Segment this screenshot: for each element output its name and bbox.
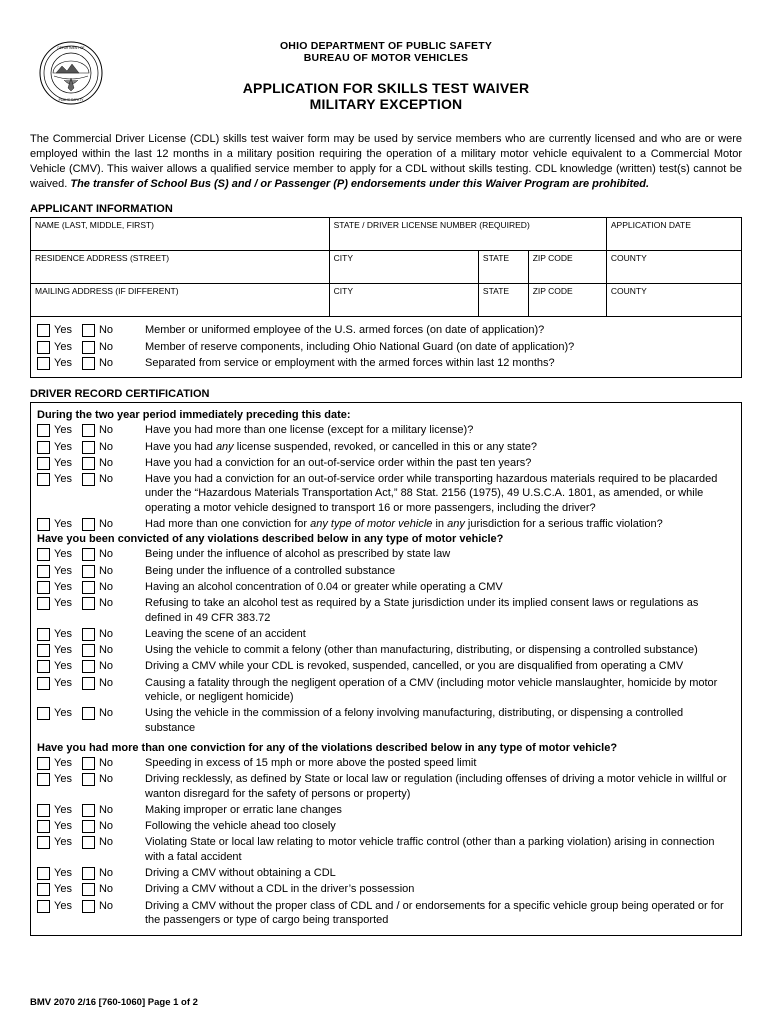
yes-no-group	[37, 580, 145, 594]
yes-checkbox[interactable]	[37, 883, 50, 896]
no-checkbox[interactable]	[82, 804, 95, 817]
yes-no-group	[37, 899, 145, 913]
no-label: No	[98, 324, 114, 337]
question-text: Have you had a conviction for an out-of-service order while transporting hazardous materials required to be placarded under the “Hazardous Materials Transportation Act,” 88 Stat. 2156 (1975), 49 U.S.C.A. 1801, as amended, or while operating a motor vehicle designed to transport 16 or more passengers, including the driver?	[145, 473, 718, 514]
form-title-line2: MILITARY EXCEPTION	[309, 96, 463, 112]
yes-no-group	[37, 356, 145, 370]
yes-label: Yes	[54, 548, 72, 561]
no-label: No	[98, 676, 114, 689]
agency-name: OHIO DEPARTMENT OF PUBLIC SAFETY	[279, 40, 493, 52]
field-label: CITY	[333, 253, 353, 264]
yes-no-group	[37, 706, 145, 720]
question-text-part: jurisdiction for a serious traffic violation?	[464, 518, 663, 531]
record-question-row	[37, 803, 735, 817]
no-label: No	[98, 548, 114, 561]
yes-checkbox[interactable]	[37, 341, 50, 354]
yes-no-group	[37, 676, 145, 690]
driver-record-certification-heading: DRIVER RECORD CERTIFICATION	[30, 388, 210, 401]
no-label: No	[98, 440, 114, 453]
field-label: ZIP CODE	[532, 286, 573, 297]
field-label: COUNTY	[610, 286, 647, 297]
no-checkbox[interactable]	[82, 457, 95, 470]
yes-checkbox[interactable]	[37, 457, 50, 470]
field-label: ZIP CODE	[532, 253, 573, 264]
yes-label: Yes	[54, 756, 72, 769]
yes-label: Yes	[54, 473, 72, 486]
yes-label: Yes	[54, 866, 72, 879]
no-checkbox[interactable]	[82, 473, 95, 486]
yes-label: Yes	[54, 644, 72, 657]
record-question-row	[37, 819, 735, 833]
yes-no-group	[37, 643, 145, 657]
record-question-row	[37, 423, 735, 437]
record-question-row	[37, 835, 735, 864]
yes-label: Yes	[54, 836, 72, 849]
yes-checkbox[interactable]	[37, 518, 50, 531]
field-county[interactable]	[606, 251, 741, 284]
document-header	[30, 34, 742, 116]
question-text: Leaving the scene of an accident	[145, 627, 306, 640]
svg-text:DEPARTMENT OF: DEPARTMENT OF	[57, 46, 85, 50]
no-label: No	[98, 866, 114, 879]
yes-no-group	[37, 772, 145, 786]
yes-checkbox[interactable]	[37, 473, 50, 486]
eligibility-questions-block	[30, 317, 742, 378]
no-label: No	[98, 456, 114, 469]
yes-label: Yes	[54, 340, 72, 353]
field-label: NAME (LAST, MIDDLE, FIRST)	[35, 220, 155, 231]
no-label: No	[98, 627, 114, 640]
yes-checkbox[interactable]	[37, 324, 50, 337]
driver-record-certification-block	[30, 402, 742, 936]
yes-checkbox[interactable]	[37, 773, 50, 786]
intro-emphasis: The transfer of School Bus (S) and / or Passenger (P) endorsements under this Waiver Program are prohibited.	[70, 177, 649, 190]
question-text: Driving a CMV without the proper class of CDL and / or endorsements for a specific vehicle group being operated or for the passengers or type of cargo being transported	[145, 899, 724, 926]
record-question-row	[37, 472, 735, 515]
no-checkbox[interactable]	[82, 324, 95, 337]
yes-checkbox[interactable]	[37, 900, 50, 913]
yes-checkbox[interactable]	[37, 707, 50, 720]
yes-no-group	[37, 472, 145, 486]
field-state[interactable]	[478, 251, 528, 284]
yes-label: Yes	[54, 518, 72, 531]
question-text: Driving a CMV while your CDL is revoked, suspended, cancelled, or you are disqualified from operating a CMV	[145, 660, 684, 673]
yes-no-group	[37, 866, 145, 880]
no-label: No	[98, 660, 114, 673]
subheading-two-year-period: During the two year period immediately preceding this date:	[37, 409, 351, 422]
question-text: Having an alcohol concentration of 0.04 or greater while operating a CMV	[145, 580, 503, 593]
question-text-emphasis: any type of motor vehicle	[310, 518, 433, 531]
yes-no-group	[37, 340, 145, 354]
no-checkbox[interactable]	[82, 357, 95, 370]
yes-label: Yes	[54, 803, 72, 816]
no-label: No	[98, 707, 114, 720]
record-question-row	[37, 643, 735, 657]
record-question-row	[37, 627, 735, 641]
question-text: Driving a CMV without obtaining a CDL	[145, 866, 336, 879]
yes-checkbox[interactable]	[37, 581, 50, 594]
question-text: Have you had a conviction for an out-of-service order within the past ten years?	[145, 456, 532, 469]
yes-label: Yes	[54, 899, 72, 912]
field-label: COUNTY	[610, 253, 647, 264]
yes-checkbox[interactable]	[37, 660, 50, 673]
question-text: Speeding in excess of 15 mph or more above the posted speed limit	[145, 756, 477, 769]
question-text: Being under the influence of alcohol as prescribed by state law	[145, 548, 451, 561]
yes-no-group	[37, 659, 145, 673]
no-checkbox[interactable]	[82, 836, 95, 849]
table-row	[31, 284, 742, 317]
no-checkbox[interactable]	[82, 644, 95, 657]
yes-checkbox[interactable]	[37, 424, 50, 437]
yes-no-group	[37, 440, 145, 454]
applicant-information-table	[30, 217, 742, 317]
record-question-row	[37, 772, 735, 801]
question-text: Refusing to take an alcohol test as required by a State jurisdiction under its implied consent laws or regulations as defined in 49 CFR 383.72	[145, 597, 699, 624]
no-label: No	[98, 564, 114, 577]
yes-no-group	[37, 423, 145, 437]
field-zip[interactable]	[528, 251, 606, 284]
question-text-part: Had more than one conviction for	[145, 518, 311, 531]
record-question-row	[37, 676, 735, 705]
record-question-row	[37, 866, 735, 880]
yes-label: Yes	[54, 820, 72, 833]
record-question-row	[37, 456, 735, 470]
yes-label: Yes	[54, 440, 72, 453]
yes-no-group	[37, 756, 145, 770]
field-license[interactable]	[329, 218, 606, 251]
field-city-2[interactable]	[329, 284, 478, 317]
question-text-part: license suspended, revoked, or cancelled in this or any state?	[233, 440, 537, 453]
eligibility-question-row	[37, 323, 735, 337]
record-question-row	[37, 882, 735, 896]
no-checkbox[interactable]	[82, 581, 95, 594]
no-label: No	[98, 580, 114, 593]
question-text-emphasis: any	[447, 518, 465, 531]
yes-no-group	[37, 323, 145, 337]
question-text	[145, 517, 735, 531]
yes-checkbox[interactable]	[37, 441, 50, 454]
field-zip-2[interactable]	[528, 284, 606, 317]
question-text: Member or uniformed employee of the U.S. armed forces (on date of application)?	[145, 324, 545, 337]
question-text: Being under the influence of a controlled substance	[145, 564, 396, 577]
applicant-information-heading: APPLICANT INFORMATION	[30, 203, 173, 216]
no-checkbox[interactable]	[82, 867, 95, 880]
no-checkbox[interactable]	[82, 900, 95, 913]
yes-label: Yes	[54, 580, 72, 593]
question-text: Driving a CMV without a CDL in the driver’s possession	[145, 883, 415, 896]
question-text: Violating State or local law relating to motor vehicle traffic control (other than a parking violation) arising in connection with a fatal accident	[145, 836, 715, 863]
question-text: Member of reserve components, including Ohio National Guard (on date of application)?	[145, 340, 575, 353]
bureau-name: BUREAU OF MOTOR VEHICLES	[303, 52, 469, 64]
yes-checkbox[interactable]	[37, 677, 50, 690]
no-label: No	[98, 424, 114, 437]
question-text-part: Have you had	[145, 440, 216, 453]
yes-checkbox[interactable]	[37, 628, 50, 641]
yes-label: Yes	[54, 564, 72, 577]
yes-checkbox[interactable]	[37, 357, 50, 370]
field-mailing-address[interactable]	[31, 284, 330, 317]
no-checkbox[interactable]	[82, 883, 95, 896]
field-application-date[interactable]	[606, 218, 741, 251]
record-question-row	[37, 756, 735, 770]
record-question-row	[37, 564, 735, 578]
no-label: No	[98, 597, 114, 610]
svg-text:PUBLIC SAFETY: PUBLIC SAFETY	[58, 98, 84, 102]
field-label: MAILING ADDRESS (IF DIFFERENT)	[35, 286, 179, 297]
yes-no-group	[37, 627, 145, 641]
no-checkbox[interactable]	[82, 757, 95, 770]
no-checkbox[interactable]	[82, 548, 95, 561]
yes-label: Yes	[54, 597, 72, 610]
table-row	[31, 218, 742, 251]
question-text: Using the vehicle in the commission of a felony involving manufacturing, distributing, or dispensing a controlled substance	[145, 707, 684, 734]
form-footer: BMV 2070 2/16 [760-1060] Page 1 of 2	[30, 997, 198, 1008]
no-label: No	[98, 773, 114, 786]
eligibility-question-row	[37, 340, 735, 354]
no-checkbox[interactable]	[82, 518, 95, 531]
field-label: STATE	[482, 286, 510, 297]
no-label: No	[98, 518, 114, 531]
no-label: No	[98, 340, 114, 353]
yes-no-group	[37, 517, 145, 531]
yes-label: Yes	[54, 707, 72, 720]
no-checkbox[interactable]	[82, 424, 95, 437]
no-label: No	[98, 803, 114, 816]
no-label: No	[98, 473, 114, 486]
no-label: No	[98, 356, 114, 369]
no-checkbox[interactable]	[82, 707, 95, 720]
yes-label: Yes	[54, 773, 72, 786]
yes-label: Yes	[54, 660, 72, 673]
yes-checkbox[interactable]	[37, 644, 50, 657]
record-question-row	[37, 580, 735, 594]
record-question-row	[37, 547, 735, 561]
yes-label: Yes	[54, 424, 72, 437]
no-checkbox[interactable]	[82, 677, 95, 690]
field-label: CITY	[333, 286, 353, 297]
yes-no-group	[37, 456, 145, 470]
yes-no-group	[37, 547, 145, 561]
no-checkbox[interactable]	[82, 628, 95, 641]
yes-checkbox[interactable]	[37, 836, 50, 849]
field-label: APPLICATION DATE	[610, 220, 691, 231]
record-question-row	[37, 659, 735, 673]
field-name[interactable]	[31, 218, 330, 251]
no-checkbox[interactable]	[82, 565, 95, 578]
question-text: Causing a fatality through the negligent operation of a CMV (including motor vehicle manslaughter, homicide by motor vehicle, or negligent homicide)	[145, 676, 718, 704]
form-title-line1: APPLICATION FOR SKILLS TEST WAIVER	[242, 80, 530, 96]
question-text: Making improper or erratic lane changes	[145, 803, 342, 816]
yes-label: Yes	[54, 356, 72, 369]
question-text	[145, 440, 735, 454]
no-checkbox[interactable]	[82, 820, 95, 833]
yes-checkbox[interactable]	[37, 867, 50, 880]
intro-paragraph	[30, 132, 742, 191]
no-checkbox[interactable]	[82, 341, 95, 354]
yes-label: Yes	[54, 324, 72, 337]
record-question-row	[37, 706, 735, 735]
yes-checkbox[interactable]	[37, 804, 50, 817]
yes-checkbox[interactable]	[37, 757, 50, 770]
field-label: RESIDENCE ADDRESS (STREET)	[35, 253, 170, 264]
yes-no-group	[37, 882, 145, 896]
question-text: Have you had more than one license (except for a military license)?	[145, 424, 474, 437]
yes-no-group	[37, 803, 145, 817]
record-question-row	[37, 440, 735, 454]
yes-no-group	[37, 835, 145, 849]
yes-label: Yes	[54, 883, 72, 896]
field-state-2[interactable]	[478, 284, 528, 317]
yes-label: Yes	[54, 627, 72, 640]
yes-checkbox[interactable]	[37, 548, 50, 561]
no-label: No	[98, 644, 114, 657]
question-text: Following the vehicle ahead too closely	[145, 820, 336, 833]
field-label: STATE / DRIVER LICENSE NUMBER (REQUIRED)	[333, 220, 530, 231]
question-text: Separated from service or employment with the armed forces within last 12 months?	[145, 356, 555, 369]
table-row	[31, 251, 742, 284]
question-text-emphasis: any	[215, 440, 234, 453]
no-label: No	[98, 883, 114, 896]
record-question-row	[37, 517, 735, 531]
ohio-dps-seal-icon	[38, 40, 104, 106]
field-city[interactable]	[329, 251, 478, 284]
no-checkbox[interactable]	[82, 773, 95, 786]
question-text: Driving recklessly, as defined by State or local law or regulation (including offenses of driving a motor vehicle in willful or wanton disregard for the safety of persons or property)	[145, 773, 727, 800]
yes-no-group	[37, 564, 145, 578]
subheading-multiple-convictions: Have you had more than one conviction for any of the violations described below in any type of motor vehicle?	[37, 741, 618, 754]
record-question-row	[37, 596, 735, 625]
yes-label: Yes	[54, 456, 72, 469]
subheading-convicted-violations: Have you been convicted of any violations described below in any type of motor vehicle?	[37, 533, 504, 546]
field-residence-address[interactable]	[31, 251, 330, 284]
record-question-row	[37, 899, 735, 928]
no-label: No	[98, 899, 114, 912]
no-label: No	[98, 756, 114, 769]
no-checkbox[interactable]	[82, 441, 95, 454]
no-label: No	[98, 820, 114, 833]
intro-text: The Commercial Driver License (CDL) skills test waiver form may be used by service members who are currently licensed and who are or were employed within the last 12 months in a military position requiring the operation of a military motor vehicle equivalent to a Commercial Motor Vehicle (CMV). This waiver allows a qualified service member to apply for a CDL without skills testing. CDL knowledge (written) test(s) cannot be waived.	[30, 133, 742, 190]
no-checkbox[interactable]	[82, 660, 95, 673]
yes-no-group	[37, 819, 145, 833]
yes-checkbox[interactable]	[37, 597, 50, 610]
no-checkbox[interactable]	[82, 597, 95, 610]
no-label: No	[98, 836, 114, 849]
question-text: Using the vehicle to commit a felony (other than manufacturing, distributing, or dispensing a controlled substance)	[145, 644, 698, 657]
yes-checkbox[interactable]	[37, 565, 50, 578]
yes-checkbox[interactable]	[37, 820, 50, 833]
yes-no-group	[37, 596, 145, 610]
field-county-2[interactable]	[606, 284, 741, 317]
question-text-part: in	[432, 518, 448, 531]
eligibility-question-row	[37, 356, 735, 370]
yes-label: Yes	[54, 676, 72, 689]
field-label: STATE	[482, 253, 510, 264]
